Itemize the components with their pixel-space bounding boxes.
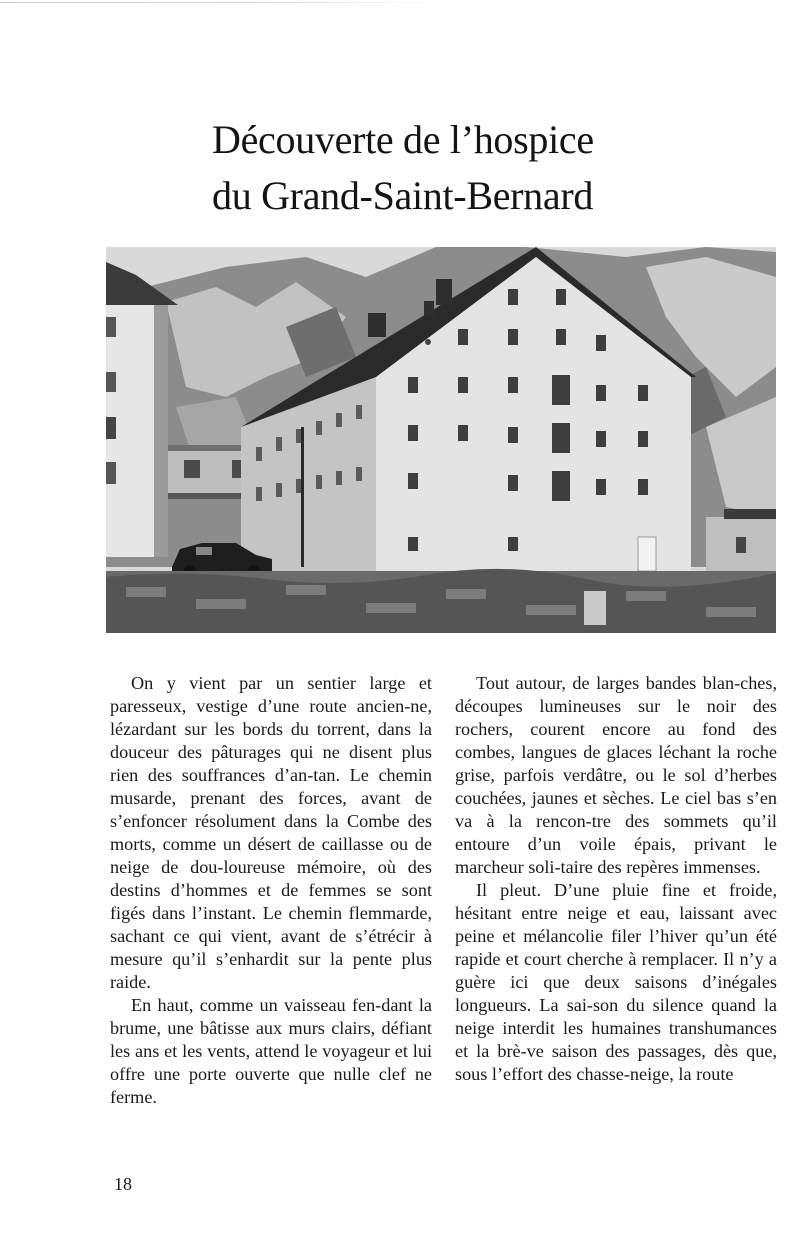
paragraph: En haut, comme un vaisseau fen-dant la brume, une bâtisse aux murs clairs, défiant les ans et les vents, attend le voyageur et lui offre une porte ouverte que nulle clef ne ferme. bbox=[110, 995, 432, 1107]
top-scan-edge bbox=[0, 2, 440, 3]
title-line-1: Découverte de l’hospice bbox=[212, 117, 594, 162]
text-column-right bbox=[455, 672, 777, 1086]
page-number: 18 bbox=[114, 1174, 132, 1194]
text-column-left bbox=[110, 672, 432, 1109]
paragraph: On y vient par un sentier large et paresseux, vestige d’une route ancien-ne, lézardant sur les bords du torrent, dans la douceur des pâturages qui ne disent plus rien des souffrances d’an-tan. Le chemin musarde, prenant des forces, avant de s’enfoncer résolument dans la Combe des morts, comme un désert de caillasse ou de neige de dou-loureuse mémoire, où des destins d’hommes et de femmes se sont figés dans l’instant. Le chemin flemmarde, sachant ce qui vient, avant de s’étrécir à mesure qu’il s’enhardit sur la pente plus raide. bbox=[110, 673, 432, 992]
hospice-photo bbox=[106, 247, 776, 633]
page-title bbox=[212, 112, 692, 224]
hospice-illustration bbox=[106, 247, 776, 633]
paragraph: Il pleut. D’une pluie fine et froide, hésitant entre neige et eau, laissant avec peine et mélancolie filer l’hiver qu’un été rapide et court cherche à remplacer. Il n’y a guère ici que deux saisons d’inégales longueurs. La sai-son du silence quand la neige interdit les humaines transhumances et la brè-ve saison des passages, dès que, sous l’effort des chasse-neige, la route bbox=[455, 880, 777, 1084]
title-line-2: du Grand-Saint-Bernard bbox=[212, 173, 594, 218]
paragraph: Tout autour, de larges bandes blan-ches, découpes lumineuses sur le noir des rochers, courent encore au fond des combes, langues de glaces léchant la roche grise, parfois verdâtre, ou le sol d’herbes couchées, jaunes et sèches. Le ciel bas s’en va à la rencon-tre des sommets qu’il entoure d’un voile épais, privant le marcheur soli-taire des repères immenses. bbox=[455, 673, 777, 877]
